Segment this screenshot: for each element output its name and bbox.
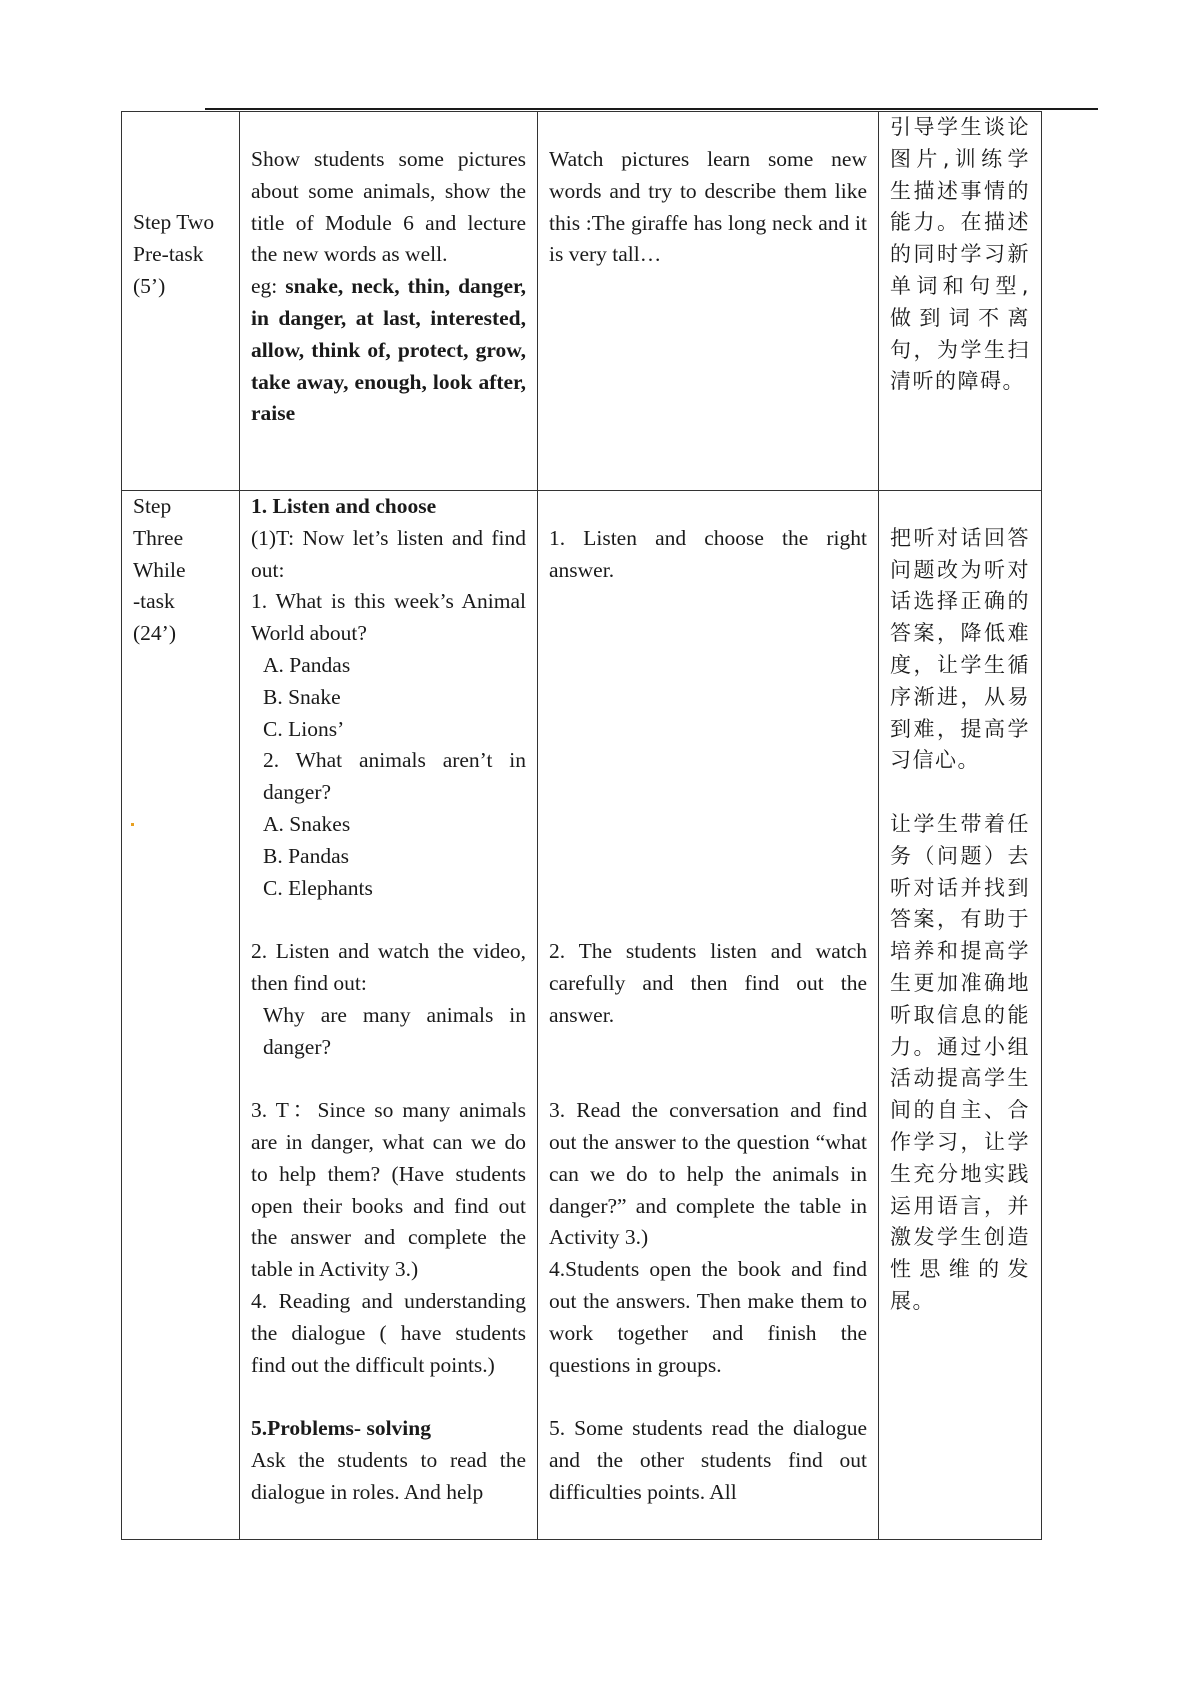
purpose-cell	[879, 112, 1042, 491]
step-label: Step	[133, 494, 172, 518]
purpose-cell	[879, 491, 1042, 1540]
section-heading: 1. Listen and choose	[251, 494, 437, 518]
eg-words: snake, neck, thin, danger, in danger, at last, interested, allow, think of, protect, grow, take away, enough, look after, raise	[251, 274, 526, 426]
row-step-two	[122, 112, 1042, 491]
eg-label: eg:	[251, 274, 278, 299]
student-item: 3. Read the conversation and find out the answer to the question “what can we do to help the animals in danger?” and complete the table in Activity 3.)	[549, 1098, 867, 1250]
stray-mark	[131, 823, 134, 826]
student-activity-cell	[538, 112, 879, 491]
step-time: (24’)	[133, 621, 176, 646]
question: 2. What animals aren’t in danger?	[263, 748, 526, 805]
option: B. Snake	[263, 684, 341, 709]
option: C. Elephants	[263, 875, 373, 900]
option: A. Pandas	[263, 652, 351, 677]
option: C. Lions’	[263, 716, 345, 741]
activity-item: Ask the students to read the dialogue in roles. And help	[251, 1447, 526, 1504]
teacher-activity-text: Show students some pictures about some animals, show the title of Module 6 and lecture the new words as well.	[251, 147, 526, 267]
option: B. Pandas	[263, 843, 349, 868]
step-time: (5’)	[133, 273, 166, 298]
step-label: Step Two	[133, 210, 215, 234]
student-activity-text: Watch pictures learn some new words and try to describe them like this :The giraffe has long neck and it is very tall…	[549, 147, 867, 267]
student-activity-cell	[538, 491, 879, 1540]
step-label: Three	[133, 525, 184, 550]
student-item: 4.Students open the book and find out the answers. Then make them to work together and finish the questions in groups.	[549, 1257, 867, 1377]
step-cell-three	[122, 491, 240, 1540]
student-item: 5. Some students read the dialogue and the other students find out difficulties points. All	[549, 1416, 867, 1504]
question: 1. What is this week’s Animal World about?	[251, 589, 526, 646]
activity-question: Why are many animals in danger?	[263, 1002, 526, 1059]
row-step-three	[122, 491, 1042, 1540]
example-words	[251, 271, 526, 430]
option: A. Snakes	[263, 811, 351, 836]
lesson-plan-table	[121, 111, 1042, 1540]
intro-text: (1)T: Now let’s listen and find out:	[251, 525, 526, 582]
teacher-activity-cell	[240, 491, 538, 1540]
purpose-text: 引导学生谈论图片,训练学生描述事情的能力。在描述的同时学习新单词和句型,做到词不离句，为学生扫清听的障碍。	[890, 115, 1030, 394]
student-item: 2. The students listen and watch carefully and then find out the answer.	[549, 939, 867, 1027]
top-rule	[205, 108, 1098, 110]
section-heading: 5.Problems- solving	[251, 1416, 431, 1441]
activity-item: 2. Listen and watch the video, then find out:	[251, 939, 526, 995]
student-item: 1. Listen and choose the right answer.	[549, 525, 867, 582]
purpose-text: 让学生带着任务（问题）去听对话并找到答案，有助于培养和提高学生更加准确地听取信息的能力。通过小组活动提高学生间的自主、合作学习，让学生充分地实践运用语言，并激发学生创造性思维的发展。	[890, 811, 1030, 1313]
activity-item: 3. T：Since so many animals are in danger, what can we do to help them? (Have students open their books and find out the answer and complete the table in Activity 3.)	[251, 1098, 526, 1282]
step-label: -task	[133, 589, 175, 614]
step-label: While	[133, 557, 186, 582]
step-cell-two	[122, 112, 240, 491]
step-label: Pre-task	[133, 241, 204, 266]
purpose-text: 把听对话回答问题改为听对话选择正确的答案，降低难度，让学生循序渐进，从易到难，提高学习信心。	[890, 525, 1030, 773]
teacher-activity-cell	[240, 112, 538, 491]
activity-item: 4. Reading and understanding the dialogue ( have students find out the difficult points.)	[251, 1288, 526, 1377]
